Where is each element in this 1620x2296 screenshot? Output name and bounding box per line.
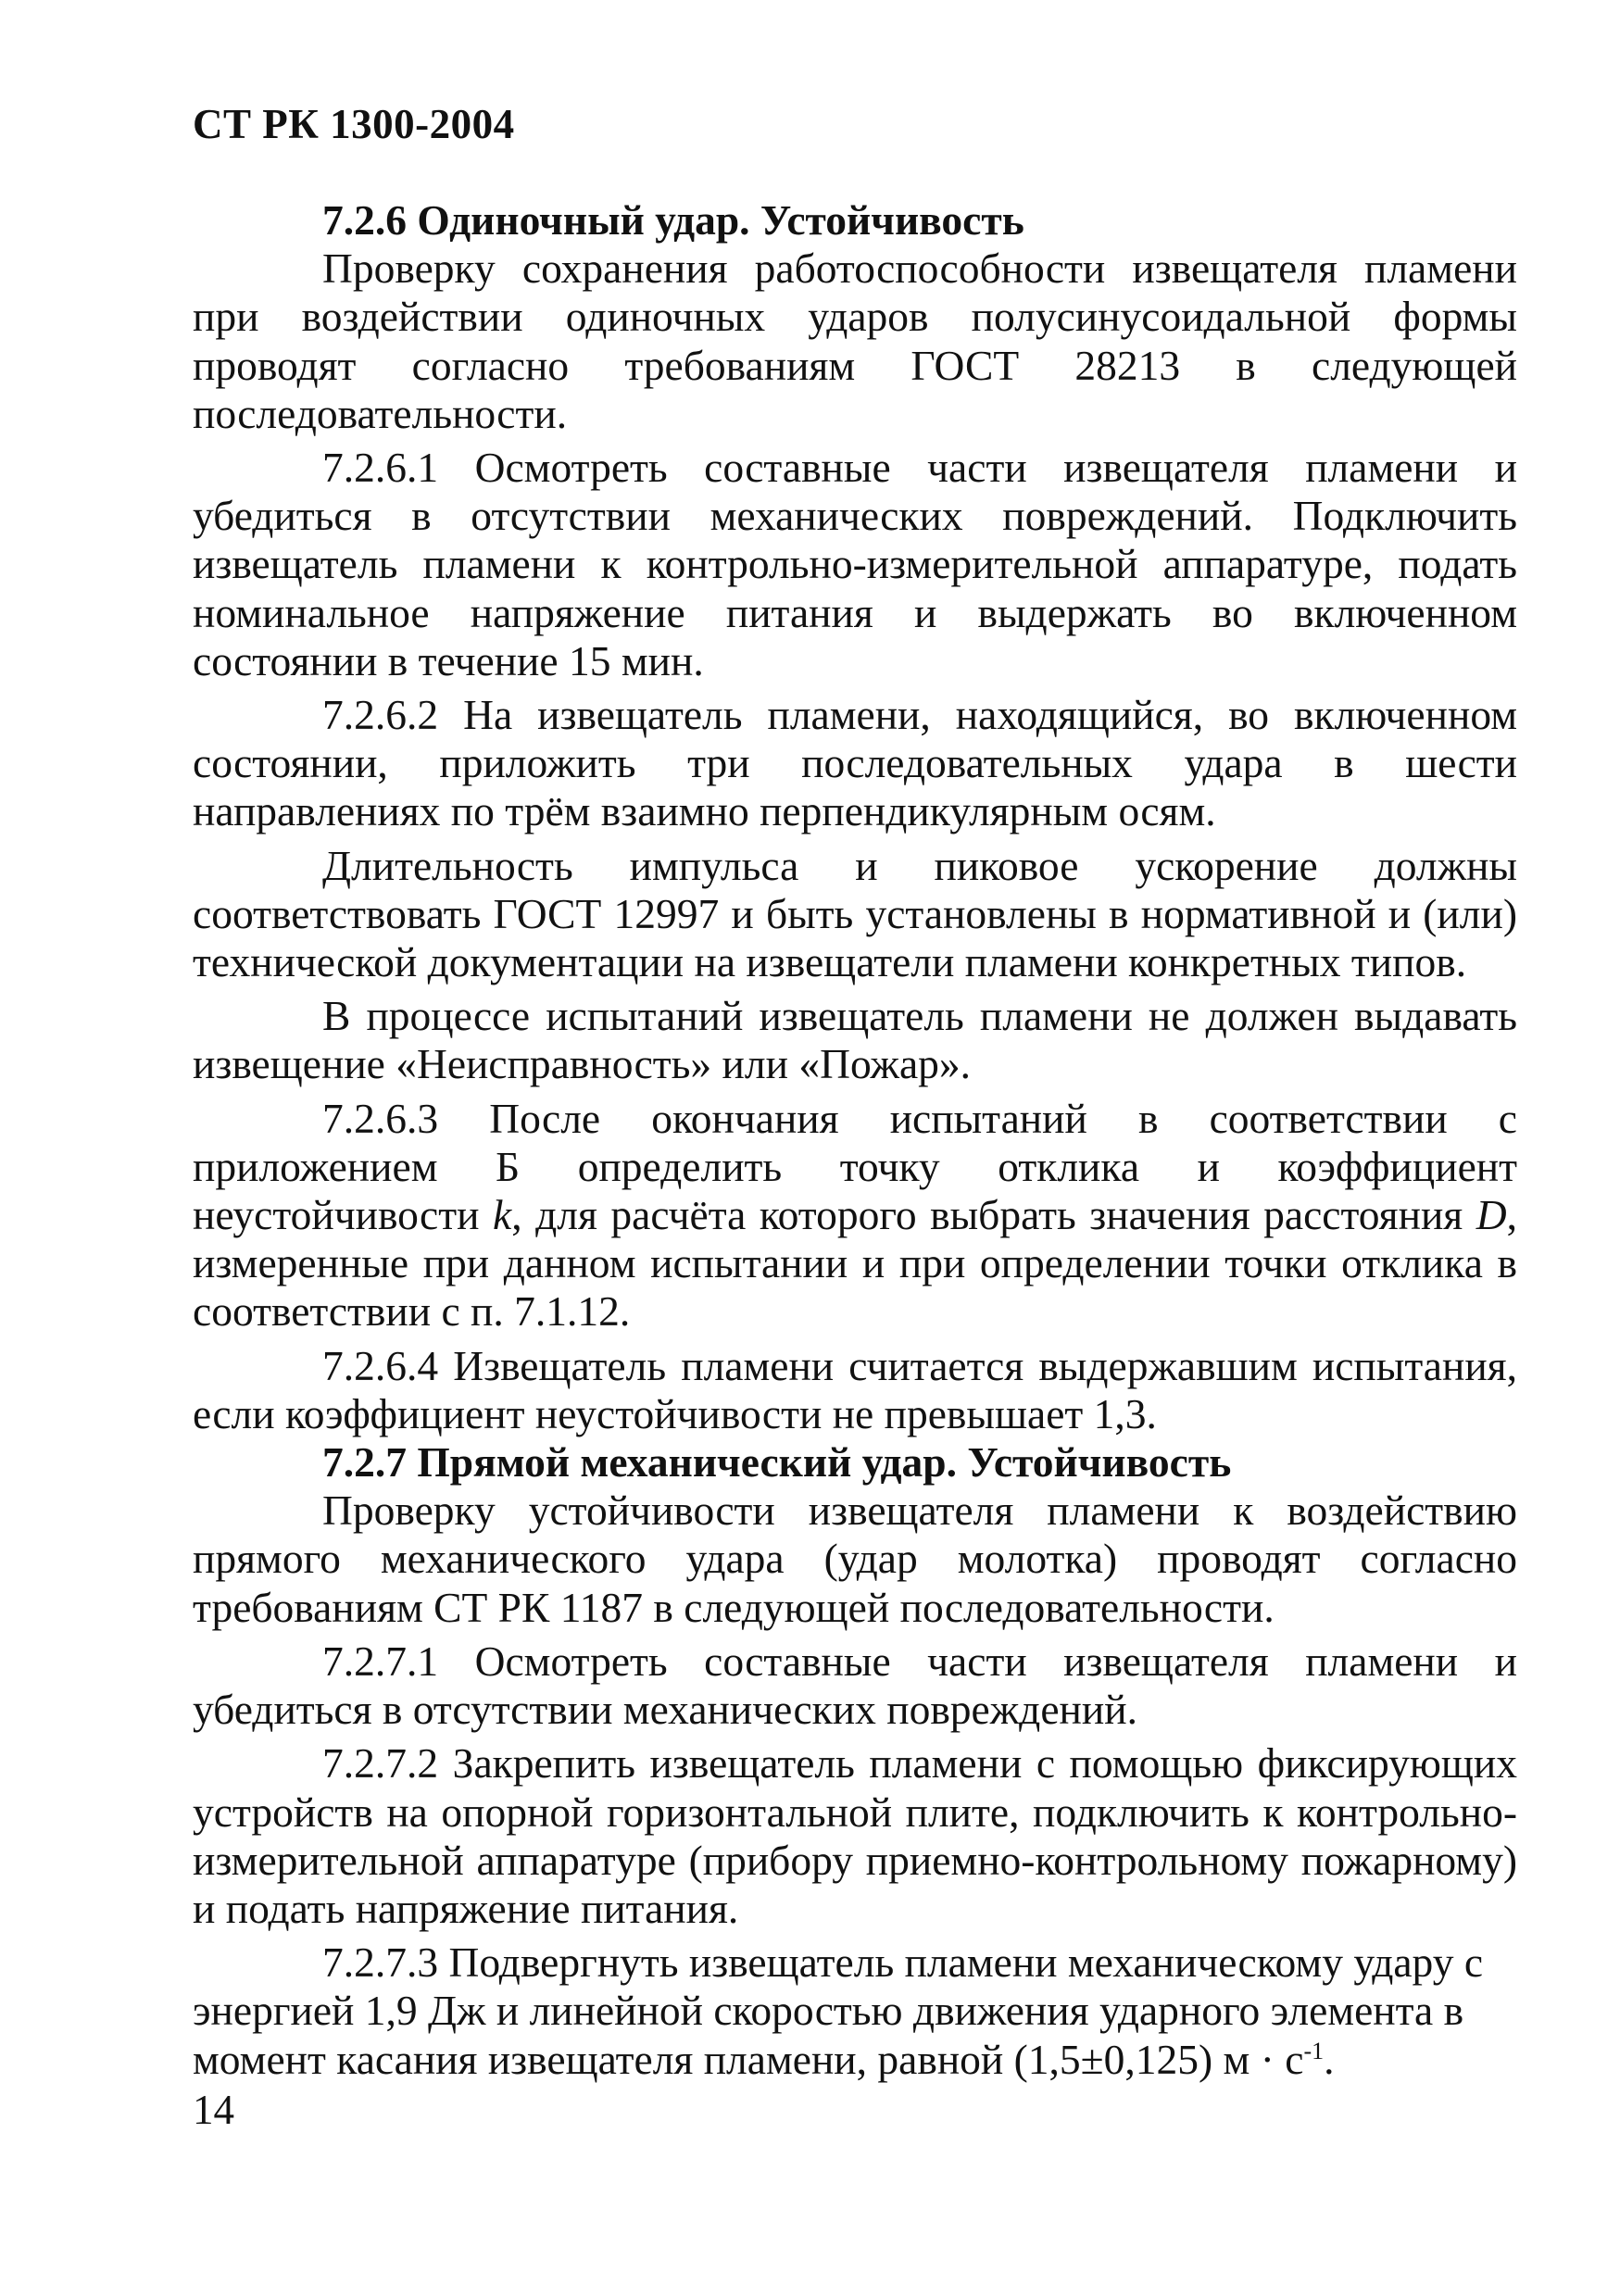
- paragraph-pulse-duration: Длительность импульса и пиковое ускорение должны соответствовать ГОСТ 12997 и быть установлены в нормативной и (или) технической документации на извещатели пламени конкретных типов.: [193, 841, 1517, 986]
- section-heading-7-2-6: 7.2.6 Одиночный удар. Устойчивость: [322, 196, 1024, 244]
- symbol-k: k: [492, 1191, 512, 1239]
- paragraph-7-2-7-1: 7.2.7.1 Осмотреть составные части извещателя пламени и убедиться в отсутствии механических повреждений.: [193, 1637, 1517, 1734]
- section-heading-7-2-7: 7.2.7 Прямой механический удар. Устойчивость: [322, 1438, 1232, 1487]
- paragraph-7-2-6-2: 7.2.6.2 На извещатель пламени, находящийся, во включенном состоянии, приложить три последовательных удара в шести направлениях по трём взаимно перпендикулярным осям.: [193, 691, 1517, 835]
- paragraph-7-2-7-3: [193, 1938, 1517, 2084]
- paragraph-7-2-7-3-text: 7.2.7.3 Подвергнуть извещатель пламени механическому удару с энергией 1,9 Дж и линейной скоростью движения ударного элемента в момент касания извещателя пламени, равной (1,5±0,125) м · с: [193, 1938, 1484, 2083]
- paragraph-7-2-6-3: [193, 1095, 1517, 1336]
- paragraph-7-2-7-3-end: .: [1324, 2035, 1335, 2083]
- paragraph-7-2-6-3-part-b: , для расчёта которого выбрать значения расстояния: [511, 1191, 1476, 1239]
- document-body: [193, 196, 1517, 2084]
- paragraph-7-2-6-3-part-a: 7.2.6.3 После окончания испытаний в соответствии с приложением Б определить точку отклика и коэффициент неустойчивости: [193, 1094, 1517, 1239]
- exponent-minus-one: -1: [1303, 2037, 1325, 2064]
- symbol-d: D: [1476, 1191, 1507, 1239]
- paragraph-7-2-6-1: 7.2.6.1 Осмотреть составные части извещателя пламени и убедиться в отсутствии механических повреждений. Подключить извещатель пламени к контрольно-измерительной аппаратуре, подать номинальное напряжение питания и выдержать во включенном состоянии в течение 15 мин.: [193, 444, 1517, 684]
- paragraph-7-2-6-3-part-c: , измеренные при данном испытании и при определении точки отклика в соответствии с п. 7.1.12.: [193, 1191, 1517, 1336]
- page-number: 14: [193, 2087, 234, 2133]
- standard-header: СТ РК 1300-2004: [193, 101, 515, 147]
- paragraph-test-notification: В процессе испытаний извещатель пламени не должен выдавать извещение «Неисправность» или «Пожар».: [193, 992, 1517, 1088]
- paragraph-7-2-7-intro: Проверку устойчивости извещателя пламени к воздействию прямого механического удара (удар молотка) проводят согласно требованиям СТ РК 1187 в следующей последовательности.: [193, 1487, 1517, 1631]
- paragraph-7-2-7-2: 7.2.7.2 Закрепить извещатель пламени с помощью фиксирующих устройств на опорной горизонтальной плите, подключить к контрольно-измерительной аппаратуре (прибору приемно-контрольному пожарному) и подать напряжение питания.: [193, 1739, 1517, 1932]
- paragraph-7-2-6-4: 7.2.6.4 Извещатель пламени считается выдержавшим испытания, если коэффициент неустойчивости не превышает 1,3.: [193, 1341, 1517, 1437]
- paragraph-7-2-6-intro: Проверку сохранения работоспособности извещателя пламени при воздействии одиночных ударов полусинусоидальной формы проводят согласно требованиям ГОСТ 28213 в следующей последовательности.: [193, 245, 1517, 437]
